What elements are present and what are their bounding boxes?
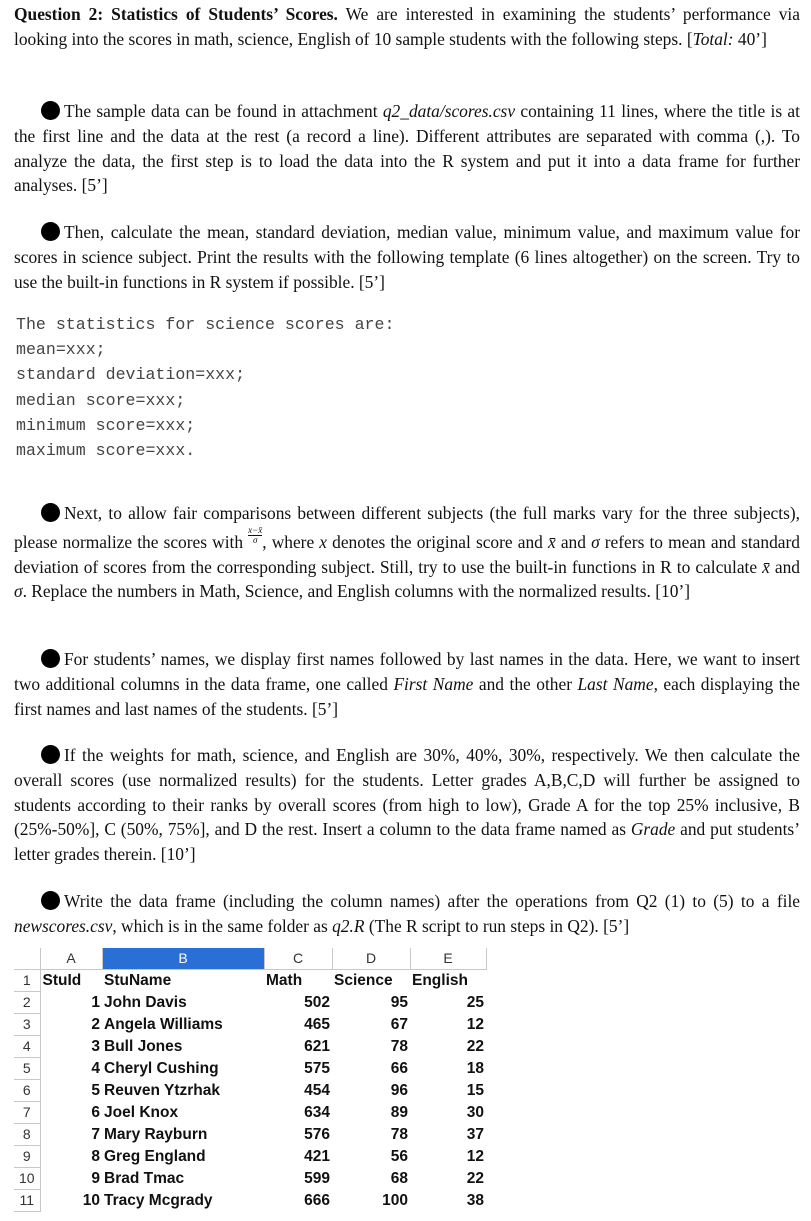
stuid-cell[interactable]: 2: [91, 1016, 100, 1033]
row-number[interactable]: 2: [14, 992, 40, 1014]
bullet-icon: [41, 222, 60, 241]
question-heading: Question 2: Statistics of Students’ Scores.: [14, 4, 338, 24]
row-number[interactable]: 8: [14, 1124, 40, 1146]
stuname-cell[interactable]: Tracy Mcgrady: [104, 1192, 213, 1209]
stuid-cell[interactable]: 7: [91, 1126, 100, 1143]
bullet-icon: [41, 649, 60, 668]
column-header-b[interactable]: B: [102, 948, 264, 970]
table-header-row: [14, 970, 486, 992]
math-cell[interactable]: 454: [304, 1082, 330, 1099]
header-cell[interactable]: StuId: [42, 972, 82, 990]
stuname-cell[interactable]: Joel Knox: [104, 1104, 179, 1121]
row-number[interactable]: 4: [14, 1036, 40, 1058]
header-cell[interactable]: Science: [334, 972, 393, 990]
step-2-statistics: Then, calculate the mean, standard deviation, median value, minimum value, and maximum value for scores in science subject. Print the results with the following template (6 lines altogether) on the screen. Try to use the built-in functions in R system if possible. [5’]: [14, 222, 800, 292]
row-number[interactable]: 7: [14, 1102, 40, 1124]
english-cell[interactable]: 37: [466, 1126, 484, 1143]
math-cell[interactable]: 576: [304, 1126, 330, 1143]
stuname-cell[interactable]: John Davis: [104, 994, 187, 1011]
stuid-cell[interactable]: 5: [91, 1082, 100, 1099]
stuid-cell[interactable]: 1: [91, 994, 100, 1011]
science-cell[interactable]: 78: [390, 1126, 408, 1143]
row-number[interactable]: 5: [14, 1058, 40, 1080]
bullet-icon: [41, 745, 60, 764]
science-cell[interactable]: 95: [390, 994, 408, 1011]
stuname-cell[interactable]: Greg England: [104, 1148, 206, 1165]
english-cell[interactable]: 25: [466, 994, 484, 1011]
step-6-write-file: Write the data frame (including the column names) after the operations from Q2 (1) to (5) to a file newscores.csv, which is in the same folder as q2.R (The R script to run steps in Q2). [5’]: [14, 891, 800, 936]
stuid-cell[interactable]: 3: [91, 1038, 100, 1055]
english-cell[interactable]: 30: [466, 1104, 484, 1121]
row-number[interactable]: 1: [14, 970, 40, 992]
table-row: [14, 1146, 486, 1168]
stuname-cell[interactable]: Mary Rayburn: [104, 1126, 208, 1143]
science-cell[interactable]: 66: [390, 1060, 408, 1077]
english-cell[interactable]: 15: [466, 1082, 484, 1099]
table-row: [14, 1036, 486, 1058]
column-header-a[interactable]: A: [40, 948, 102, 970]
sheet-corner[interactable]: [14, 948, 40, 970]
table-row: [14, 1080, 486, 1102]
code-line: minimum score=xxx;: [16, 415, 196, 435]
step-1-load-data: The sample data can be found in attachment q2_data/scores.csv containing 11 lines, where the title is at the first line and the data at the rest (a record a line). Different attributes are separated with comma (,). To analyze the data, the first step is to load the data into the R system and put it into a data frame for further analyses. [5’]: [14, 101, 800, 196]
math-cell[interactable]: 575: [304, 1060, 330, 1077]
step-5-grades: If the weights for math, science, and English are 30%, 40%, 30%, respectively. We then calculate the overall scores (use normalized results) for the students. Letter grades A,B,C,D will further be assigned to students according to their ranks by overall scores (from high to low), Grade A for the top 25% inclusive, B (25%-50%], C (50%, 75%], and D the rest. Insert a column to the data frame named as Grade and put students’ letter grades therein. [10’]: [14, 745, 800, 865]
bullet-icon: [41, 101, 60, 120]
step-4-names: For students’ names, we display first names followed by last names in the data. Here, we want to insert two additional columns in the data frame, one called First Name and the other Last Name, each displaying the first names and last names of the students. [5’]: [14, 649, 801, 719]
table-row: [14, 1058, 486, 1080]
english-cell[interactable]: 38: [466, 1192, 484, 1209]
science-cell[interactable]: 89: [390, 1104, 408, 1121]
math-cell[interactable]: 599: [304, 1170, 330, 1187]
row-number[interactable]: 3: [14, 1014, 40, 1036]
stuid-cell[interactable]: 4: [91, 1060, 100, 1077]
table-row: [14, 1190, 486, 1212]
science-cell[interactable]: 56: [390, 1148, 408, 1165]
english-cell[interactable]: 12: [466, 1016, 484, 1033]
table-row: [14, 1168, 486, 1190]
code-line: The statistics for science scores are:: [16, 315, 395, 334]
english-cell[interactable]: 12: [466, 1148, 484, 1165]
stuid-cell[interactable]: 10: [82, 1192, 100, 1209]
stuname-cell[interactable]: Cheryl Cushing: [104, 1060, 219, 1077]
column-header-row: [14, 948, 486, 970]
bullet-icon: [41, 503, 60, 522]
math-cell[interactable]: 621: [304, 1038, 330, 1055]
table-row: [14, 1102, 486, 1124]
english-cell[interactable]: 22: [466, 1170, 484, 1187]
science-cell[interactable]: 96: [390, 1082, 408, 1099]
math-cell[interactable]: 634: [304, 1104, 330, 1121]
stuname-cell[interactable]: Brad Tmac: [104, 1170, 185, 1187]
row-number[interactable]: 11: [14, 1190, 40, 1212]
column-header-c[interactable]: C: [264, 948, 332, 970]
table-row: [14, 1124, 486, 1146]
english-cell[interactable]: 18: [466, 1060, 484, 1077]
header-cell[interactable]: Math: [266, 972, 303, 990]
code-line: standard deviation=xxx;: [16, 365, 246, 385]
column-header-e[interactable]: E: [410, 948, 486, 970]
code-line: mean=xxx;: [16, 340, 106, 360]
step-3-normalize: Next, to allow fair comparisons between different subjects (the full marks vary for the three subjects), please normalize the scores with $\frac{x-x̄}{\sigma}$ , where x denotes the original score and x̄ and σ refers to mean and standard deviation of scores from the corresponding subject. Still, try to use the built-in functions in R to calculate x̄ and σ. Replace the numbers in Math, Science, and English columns with the normalized results. [10’]: [14, 503, 800, 602]
math-cell[interactable]: 502: [304, 994, 330, 1011]
spreadsheet-table: [14, 948, 487, 1212]
row-number[interactable]: 10: [14, 1168, 40, 1190]
row-number[interactable]: 6: [14, 1080, 40, 1102]
header-cell[interactable]: StuName: [104, 972, 172, 990]
table-row: [14, 992, 486, 1014]
stuname-cell[interactable]: Reuven Ytzrhak: [104, 1082, 221, 1099]
row-number[interactable]: 9: [14, 1146, 40, 1168]
math-cell[interactable]: 421: [304, 1148, 330, 1165]
english-cell[interactable]: 22: [466, 1038, 484, 1055]
stuid-cell[interactable]: 8: [91, 1148, 100, 1165]
science-cell[interactable]: 68: [390, 1170, 408, 1187]
stuid-cell[interactable]: 6: [91, 1104, 100, 1121]
code-line: median score=xxx;: [16, 390, 186, 410]
science-cell[interactable]: 100: [382, 1192, 408, 1209]
code-template: [16, 312, 394, 463]
math-cell[interactable]: 666: [304, 1192, 330, 1209]
science-cell[interactable]: 78: [390, 1038, 408, 1055]
bullet-icon: [41, 891, 60, 910]
header-cell[interactable]: English: [412, 972, 468, 990]
normalize-formula: $\frac{x-x̄}{\sigma}$: [248, 524, 263, 545]
table-row: [14, 1014, 486, 1036]
stuid-cell[interactable]: 9: [91, 1170, 100, 1187]
science-cell[interactable]: 67: [390, 1016, 408, 1033]
code-line: maximum score=xxx.: [16, 441, 196, 461]
stuname-cell[interactable]: Angela Williams: [104, 1016, 223, 1033]
stuname-cell[interactable]: Bull Jones: [104, 1038, 183, 1055]
question-intro: Question 2: Statistics of Students’ Scores. We are interested in examining the students’ performance via looking into the scores in math, science, English of 10 sample students with the following steps. [Total: 40’]: [14, 4, 800, 49]
math-cell[interactable]: 465: [304, 1016, 330, 1033]
column-header-d[interactable]: D: [332, 948, 410, 970]
